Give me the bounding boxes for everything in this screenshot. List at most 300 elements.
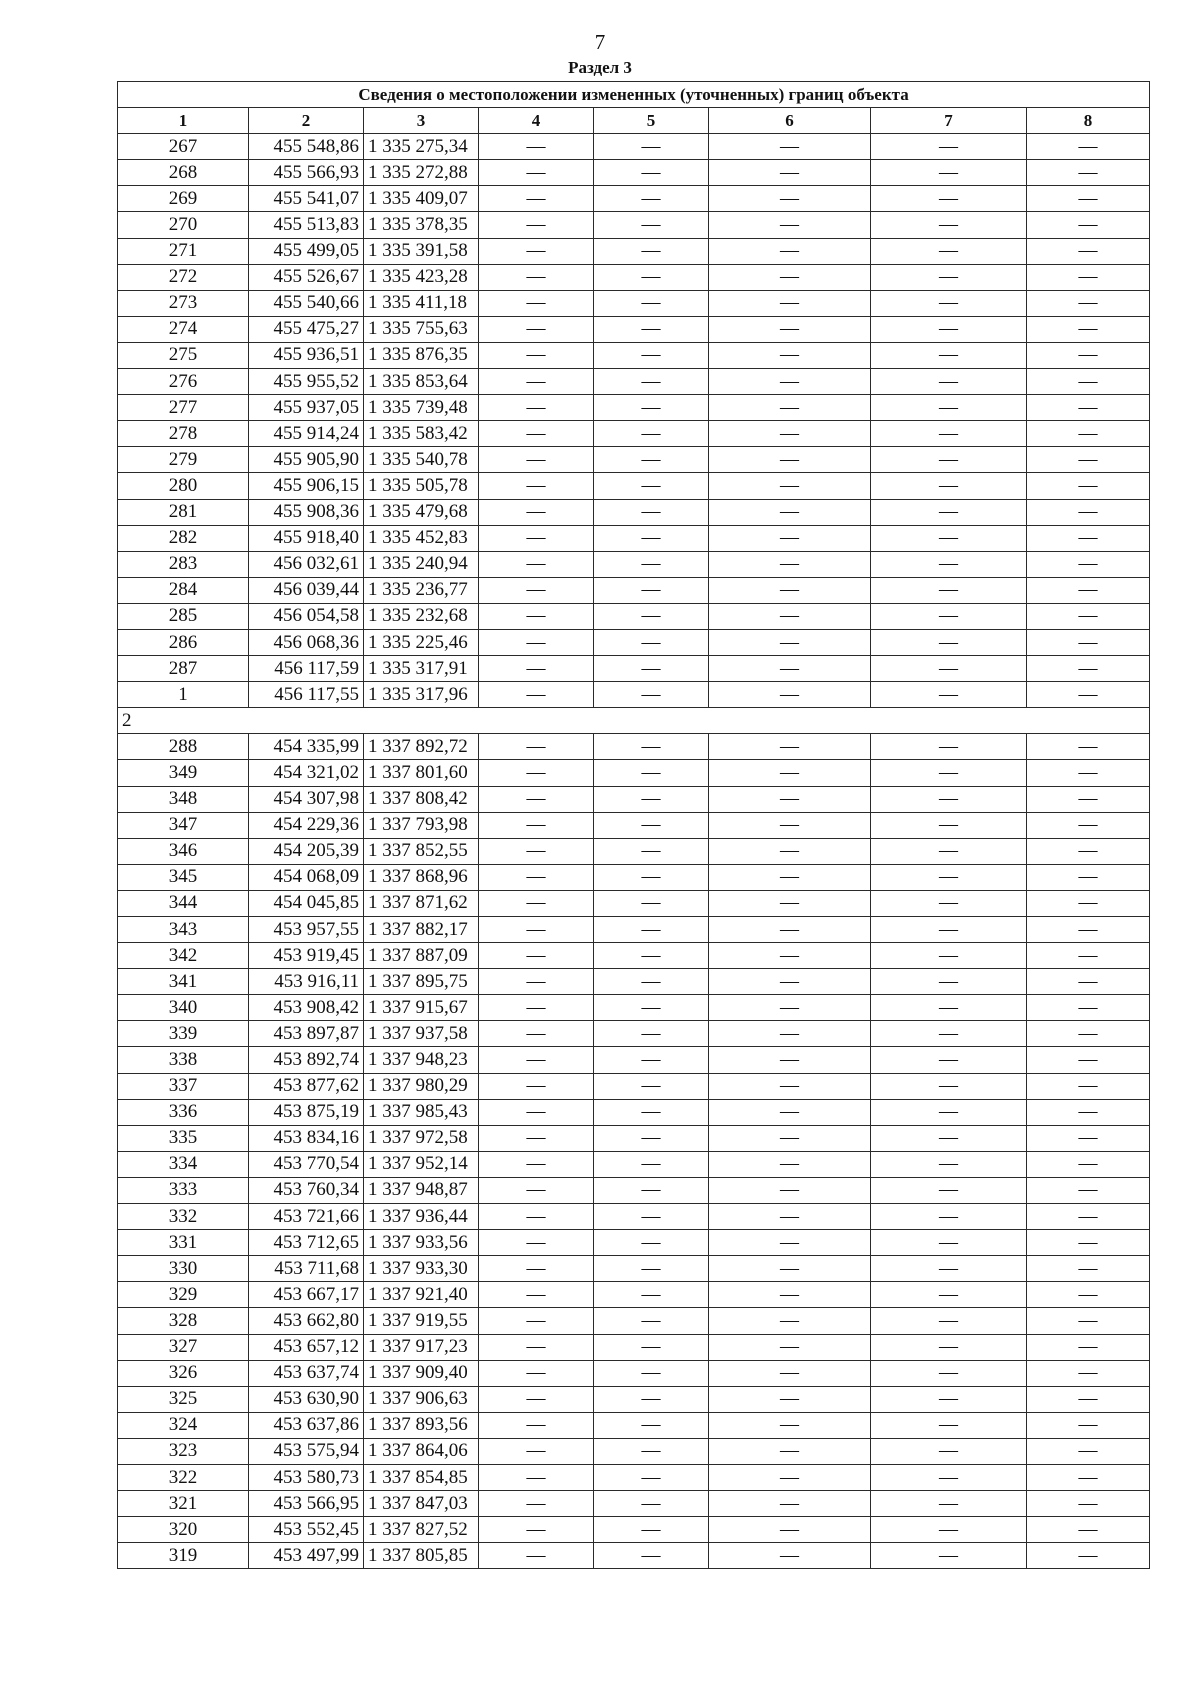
point-number: 328: [118, 1308, 249, 1334]
coordinate-x: 454 321,02: [249, 760, 364, 786]
table-row: [118, 473, 1150, 499]
empty-value-cell: —: [594, 1151, 709, 1177]
point-number: 286: [118, 629, 249, 655]
empty-value-cell: —: [479, 943, 594, 969]
empty-value-cell: —: [479, 1308, 594, 1334]
coordinate-x: 453 566,95: [249, 1491, 364, 1517]
table-body: [118, 134, 1150, 1569]
empty-value-cell: —: [479, 1177, 594, 1203]
empty-value-cell: —: [594, 1360, 709, 1386]
empty-value-cell: —: [871, 342, 1027, 368]
empty-value-cell: —: [871, 369, 1027, 395]
table-row: [118, 603, 1150, 629]
empty-value-cell: —: [479, 1517, 594, 1543]
empty-value-cell: —: [709, 1021, 871, 1047]
empty-value-cell: —: [594, 499, 709, 525]
empty-value-cell: —: [479, 1464, 594, 1490]
point-number: 271: [118, 238, 249, 264]
empty-value-cell: —: [709, 447, 871, 473]
empty-value-cell: —: [1027, 1047, 1150, 1073]
coordinate-x: 453 637,86: [249, 1412, 364, 1438]
coordinate-x: 453 897,87: [249, 1021, 364, 1047]
point-number: 284: [118, 577, 249, 603]
empty-value-cell: —: [594, 551, 709, 577]
table-row: [118, 812, 1150, 838]
coordinate-x: 455 914,24: [249, 421, 364, 447]
empty-value-cell: —: [479, 1412, 594, 1438]
table-row: [118, 1282, 1150, 1308]
coordinate-x: 455 499,05: [249, 238, 364, 264]
empty-value-cell: —: [709, 186, 871, 212]
empty-value-cell: —: [709, 838, 871, 864]
group-label: 2: [118, 708, 1150, 734]
coordinate-x: 454 205,39: [249, 838, 364, 864]
coordinate-x: 453 662,80: [249, 1308, 364, 1334]
empty-value-cell: —: [1027, 1517, 1150, 1543]
coordinate-x: 453 875,19: [249, 1099, 364, 1125]
coordinate-y: 1 335 411,18: [364, 290, 479, 316]
coordinate-x: 453 892,74: [249, 1047, 364, 1073]
empty-value-cell: —: [1027, 1021, 1150, 1047]
empty-value-cell: —: [709, 134, 871, 160]
empty-value-cell: —: [479, 1256, 594, 1282]
empty-value-cell: —: [871, 1491, 1027, 1517]
coordinate-y: 1 337 909,40: [364, 1360, 479, 1386]
empty-value-cell: —: [479, 1204, 594, 1230]
empty-value-cell: —: [479, 395, 594, 421]
empty-value-cell: —: [709, 369, 871, 395]
coordinate-x: 455 918,40: [249, 525, 364, 551]
empty-value-cell: —: [1027, 1543, 1150, 1569]
coordinate-y: 1 335 505,78: [364, 473, 479, 499]
table-row: [118, 1412, 1150, 1438]
table-row: [118, 212, 1150, 238]
empty-value-cell: —: [594, 1099, 709, 1125]
point-number: 277: [118, 395, 249, 421]
empty-value-cell: —: [709, 682, 871, 708]
empty-value-cell: —: [594, 447, 709, 473]
coordinate-x: 453 919,45: [249, 943, 364, 969]
empty-value-cell: —: [1027, 603, 1150, 629]
empty-value-cell: —: [594, 212, 709, 238]
point-number: 348: [118, 786, 249, 812]
empty-value-cell: —: [1027, 342, 1150, 368]
coordinate-x: 453 630,90: [249, 1386, 364, 1412]
empty-value-cell: —: [479, 864, 594, 890]
empty-value-cell: —: [871, 290, 1027, 316]
table-row: [118, 160, 1150, 186]
empty-value-cell: —: [1027, 1151, 1150, 1177]
empty-value-cell: —: [594, 838, 709, 864]
empty-value-cell: —: [479, 186, 594, 212]
empty-value-cell: —: [1027, 1491, 1150, 1517]
empty-value-cell: —: [1027, 629, 1150, 655]
point-number: 336: [118, 1099, 249, 1125]
point-number: 278: [118, 421, 249, 447]
group-row: [118, 708, 1150, 734]
coordinate-y: 1 337 937,58: [364, 1021, 479, 1047]
coordinate-y: 1 337 933,56: [364, 1230, 479, 1256]
empty-value-cell: —: [709, 316, 871, 342]
table-row: [118, 786, 1150, 812]
page-number: 7: [594, 30, 606, 54]
table-row: [118, 1151, 1150, 1177]
coordinate-x: 453 957,55: [249, 917, 364, 943]
empty-value-cell: —: [594, 786, 709, 812]
coordinate-y: 1 337 917,23: [364, 1334, 479, 1360]
empty-value-cell: —: [871, 629, 1027, 655]
empty-value-cell: —: [709, 1256, 871, 1282]
empty-value-cell: —: [709, 473, 871, 499]
empty-value-cell: —: [594, 1491, 709, 1517]
empty-value-cell: —: [709, 1125, 871, 1151]
empty-value-cell: —: [1027, 943, 1150, 969]
point-number: 343: [118, 917, 249, 943]
table-row: [118, 682, 1150, 708]
empty-value-cell: —: [479, 917, 594, 943]
empty-value-cell: —: [594, 473, 709, 499]
table-row: [118, 969, 1150, 995]
empty-value-cell: —: [594, 290, 709, 316]
empty-value-cell: —: [594, 369, 709, 395]
empty-value-cell: —: [709, 1177, 871, 1203]
coordinate-y: 1 337 933,30: [364, 1256, 479, 1282]
empty-value-cell: —: [594, 943, 709, 969]
coordinate-y: 1 337 895,75: [364, 969, 479, 995]
empty-value-cell: —: [871, 656, 1027, 682]
coordinate-y: 1 335 853,64: [364, 369, 479, 395]
empty-value-cell: —: [871, 473, 1027, 499]
empty-value-cell: —: [1027, 134, 1150, 160]
empty-value-cell: —: [871, 134, 1027, 160]
table-row: [118, 1125, 1150, 1151]
point-number: 346: [118, 838, 249, 864]
empty-value-cell: —: [1027, 264, 1150, 290]
empty-value-cell: —: [871, 447, 1027, 473]
empty-value-cell: —: [709, 1412, 871, 1438]
empty-value-cell: —: [479, 447, 594, 473]
coordinate-x: 455 936,51: [249, 342, 364, 368]
empty-value-cell: —: [871, 421, 1027, 447]
empty-value-cell: —: [594, 1308, 709, 1334]
empty-value-cell: —: [1027, 447, 1150, 473]
empty-value-cell: —: [1027, 212, 1150, 238]
coordinate-x: 453 552,45: [249, 1517, 364, 1543]
empty-value-cell: —: [594, 890, 709, 916]
coordinate-x: 454 045,85: [249, 890, 364, 916]
empty-value-cell: —: [479, 995, 594, 1021]
empty-value-cell: —: [871, 1543, 1027, 1569]
table-row: [118, 238, 1150, 264]
point-number: 274: [118, 316, 249, 342]
coordinate-y: 1 337 871,62: [364, 890, 479, 916]
empty-value-cell: —: [871, 264, 1027, 290]
empty-value-cell: —: [709, 760, 871, 786]
coordinate-x: 453 497,99: [249, 1543, 364, 1569]
point-number: 276: [118, 369, 249, 395]
empty-value-cell: —: [1027, 786, 1150, 812]
table-row: [118, 1308, 1150, 1334]
coordinate-x: 455 475,27: [249, 316, 364, 342]
table-row: [118, 1177, 1150, 1203]
coordinate-y: 1 337 952,14: [364, 1151, 479, 1177]
empty-value-cell: —: [594, 734, 709, 760]
empty-value-cell: —: [594, 134, 709, 160]
table-row: [118, 525, 1150, 551]
empty-value-cell: —: [871, 1099, 1027, 1125]
empty-value-cell: —: [871, 943, 1027, 969]
empty-value-cell: —: [479, 1125, 594, 1151]
empty-value-cell: —: [479, 1491, 594, 1517]
empty-value-cell: —: [1027, 316, 1150, 342]
empty-value-cell: —: [1027, 734, 1150, 760]
empty-value-cell: —: [709, 943, 871, 969]
empty-value-cell: —: [709, 551, 871, 577]
empty-value-cell: —: [871, 812, 1027, 838]
empty-value-cell: —: [871, 1282, 1027, 1308]
coordinate-x: 453 711,68: [249, 1256, 364, 1282]
coordinate-x: 453 657,12: [249, 1334, 364, 1360]
empty-value-cell: —: [479, 812, 594, 838]
empty-value-cell: —: [709, 1308, 871, 1334]
coordinate-y: 1 335 452,83: [364, 525, 479, 551]
empty-value-cell: —: [1027, 864, 1150, 890]
empty-value-cell: —: [871, 734, 1027, 760]
empty-value-cell: —: [871, 1151, 1027, 1177]
column-header: 5: [594, 108, 709, 134]
point-number: 326: [118, 1360, 249, 1386]
table-row: [118, 134, 1150, 160]
empty-value-cell: —: [594, 1256, 709, 1282]
coordinate-y: 1 337 854,85: [364, 1464, 479, 1490]
table-row: [118, 629, 1150, 655]
empty-value-cell: —: [709, 1360, 871, 1386]
empty-value-cell: —: [479, 603, 594, 629]
point-number: 334: [118, 1151, 249, 1177]
empty-value-cell: —: [594, 917, 709, 943]
empty-value-cell: —: [709, 995, 871, 1021]
empty-value-cell: —: [871, 1177, 1027, 1203]
column-header-row: [118, 108, 1150, 134]
empty-value-cell: —: [594, 760, 709, 786]
point-number: 337: [118, 1073, 249, 1099]
table-row: [118, 1204, 1150, 1230]
empty-value-cell: —: [1027, 1386, 1150, 1412]
coordinate-y: 1 335 378,35: [364, 212, 479, 238]
table-row: [118, 551, 1150, 577]
empty-value-cell: —: [1027, 1438, 1150, 1464]
coordinate-x: 455 905,90: [249, 447, 364, 473]
coordinate-x: 455 513,83: [249, 212, 364, 238]
empty-value-cell: —: [594, 864, 709, 890]
column-header: 3: [364, 108, 479, 134]
point-number: 344: [118, 890, 249, 916]
empty-value-cell: —: [871, 395, 1027, 421]
coordinate-x: 453 575,94: [249, 1438, 364, 1464]
point-number: 273: [118, 290, 249, 316]
point-number: 321: [118, 1491, 249, 1517]
coordinate-y: 1 335 240,94: [364, 551, 479, 577]
coordinate-x: 453 637,74: [249, 1360, 364, 1386]
coordinate-y: 1 337 852,55: [364, 838, 479, 864]
point-number: 280: [118, 473, 249, 499]
point-number: 270: [118, 212, 249, 238]
coordinate-x: 455 937,05: [249, 395, 364, 421]
empty-value-cell: —: [479, 525, 594, 551]
empty-value-cell: —: [1027, 1230, 1150, 1256]
coordinate-x: 453 721,66: [249, 1204, 364, 1230]
empty-value-cell: —: [1027, 838, 1150, 864]
table-row: [118, 890, 1150, 916]
empty-value-cell: —: [871, 786, 1027, 812]
empty-value-cell: —: [709, 290, 871, 316]
empty-value-cell: —: [709, 603, 871, 629]
coordinate-x: 456 117,55: [249, 682, 364, 708]
empty-value-cell: —: [709, 629, 871, 655]
coordinate-y: 1 335 391,58: [364, 238, 479, 264]
empty-value-cell: —: [594, 1282, 709, 1308]
empty-value-cell: —: [479, 1021, 594, 1047]
empty-value-cell: —: [871, 1308, 1027, 1334]
coordinate-y: 1 335 272,88: [364, 160, 479, 186]
empty-value-cell: —: [871, 917, 1027, 943]
table-row: [118, 1438, 1150, 1464]
coordinate-x: 454 307,98: [249, 786, 364, 812]
empty-value-cell: —: [871, 1021, 1027, 1047]
empty-value-cell: —: [709, 1464, 871, 1490]
empty-value-cell: —: [871, 186, 1027, 212]
empty-value-cell: —: [479, 1151, 594, 1177]
empty-value-cell: —: [709, 1073, 871, 1099]
empty-value-cell: —: [594, 1073, 709, 1099]
table-row: [118, 1464, 1150, 1490]
table-row: [118, 369, 1150, 395]
empty-value-cell: —: [1027, 1412, 1150, 1438]
table-row: [118, 1021, 1150, 1047]
empty-value-cell: —: [479, 212, 594, 238]
coordinate-y: 1 335 317,91: [364, 656, 479, 682]
coordinate-y: 1 335 409,07: [364, 186, 479, 212]
empty-value-cell: —: [594, 1125, 709, 1151]
table-row: [118, 264, 1150, 290]
empty-value-cell: —: [871, 682, 1027, 708]
table-row: [118, 734, 1150, 760]
empty-value-cell: —: [594, 995, 709, 1021]
empty-value-cell: —: [594, 264, 709, 290]
coordinate-y: 1 335 423,28: [364, 264, 479, 290]
column-header: 4: [479, 108, 594, 134]
empty-value-cell: —: [479, 369, 594, 395]
empty-value-cell: —: [479, 290, 594, 316]
point-number: 329: [118, 1282, 249, 1308]
coordinate-x: 456 068,36: [249, 629, 364, 655]
empty-value-cell: —: [709, 1334, 871, 1360]
coordinate-y: 1 337 893,56: [364, 1412, 479, 1438]
table-row: [118, 447, 1150, 473]
empty-value-cell: —: [871, 1125, 1027, 1151]
empty-value-cell: —: [479, 238, 594, 264]
empty-value-cell: —: [479, 342, 594, 368]
empty-value-cell: —: [1027, 577, 1150, 603]
coordinate-y: 1 335 583,42: [364, 421, 479, 447]
empty-value-cell: —: [871, 577, 1027, 603]
empty-value-cell: —: [594, 682, 709, 708]
coordinate-y: 1 337 936,44: [364, 1204, 479, 1230]
empty-value-cell: —: [1027, 238, 1150, 264]
empty-value-cell: —: [479, 1334, 594, 1360]
point-number: 1: [118, 682, 249, 708]
empty-value-cell: —: [709, 656, 871, 682]
empty-value-cell: —: [479, 316, 594, 342]
empty-value-cell: —: [709, 395, 871, 421]
empty-value-cell: —: [871, 1204, 1027, 1230]
coordinate-x: 455 906,15: [249, 473, 364, 499]
coordinate-y: 1 337 985,43: [364, 1099, 479, 1125]
table-row: [118, 656, 1150, 682]
empty-value-cell: —: [479, 1438, 594, 1464]
empty-value-cell: —: [479, 473, 594, 499]
empty-value-cell: —: [709, 1543, 871, 1569]
table-caption: Сведения о местоположении измененных (уточненных) границ объекта: [118, 82, 1150, 108]
coordinate-x: 456 117,59: [249, 656, 364, 682]
coordinate-y: 1 337 921,40: [364, 1282, 479, 1308]
empty-value-cell: —: [709, 969, 871, 995]
empty-value-cell: —: [709, 1438, 871, 1464]
point-number: 320: [118, 1517, 249, 1543]
empty-value-cell: —: [709, 890, 871, 916]
coordinate-y: 1 335 275,34: [364, 134, 479, 160]
point-number: 281: [118, 499, 249, 525]
coordinate-x: 453 667,17: [249, 1282, 364, 1308]
empty-value-cell: —: [1027, 525, 1150, 551]
empty-value-cell: —: [709, 1386, 871, 1412]
table-row: [118, 1256, 1150, 1282]
empty-value-cell: —: [594, 316, 709, 342]
table-row: [118, 1047, 1150, 1073]
empty-value-cell: —: [709, 1282, 871, 1308]
empty-value-cell: —: [1027, 395, 1150, 421]
empty-value-cell: —: [479, 760, 594, 786]
table-row: [118, 864, 1150, 890]
column-header: 7: [871, 108, 1027, 134]
empty-value-cell: —: [479, 1386, 594, 1412]
empty-value-cell: —: [1027, 1334, 1150, 1360]
coordinate-y: 1 335 236,77: [364, 577, 479, 603]
coordinate-y: 1 337 808,42: [364, 786, 479, 812]
empty-value-cell: —: [709, 1230, 871, 1256]
table-row: [118, 1517, 1150, 1543]
column-header: 8: [1027, 108, 1150, 134]
coordinate-x: 453 834,16: [249, 1125, 364, 1151]
empty-value-cell: —: [1027, 1099, 1150, 1125]
coordinate-y: 1 335 317,96: [364, 682, 479, 708]
empty-value-cell: —: [1027, 1125, 1150, 1151]
coordinate-y: 1 335 232,68: [364, 603, 479, 629]
table-row: [118, 342, 1150, 368]
coordinate-y: 1 337 801,60: [364, 760, 479, 786]
table-row: [118, 186, 1150, 212]
coordinate-y: 1 337 882,17: [364, 917, 479, 943]
table-row: [118, 917, 1150, 943]
table-row: [118, 1543, 1150, 1569]
coordinate-x: 454 229,36: [249, 812, 364, 838]
point-number: 339: [118, 1021, 249, 1047]
empty-value-cell: —: [1027, 969, 1150, 995]
point-number: 275: [118, 342, 249, 368]
table-row: [118, 760, 1150, 786]
point-number: 340: [118, 995, 249, 1021]
point-number: 338: [118, 1047, 249, 1073]
